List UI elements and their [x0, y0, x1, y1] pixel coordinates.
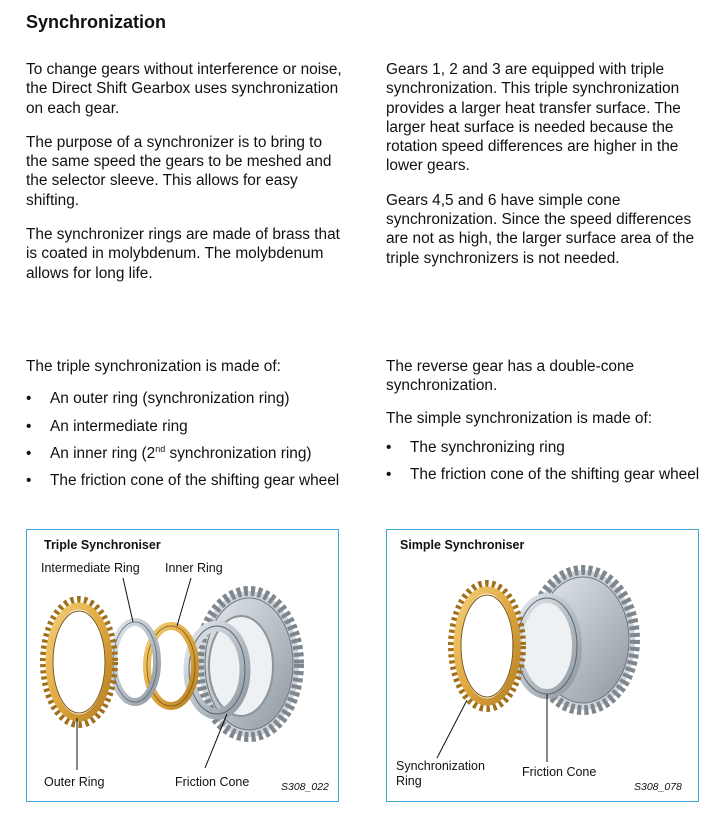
- list-item: • An outer ring (synchronization ring): [26, 389, 346, 408]
- figure-code: S308_022: [281, 781, 329, 793]
- triple-list-section: [26, 357, 346, 498]
- figure-title: Triple Synchroniser: [44, 538, 161, 552]
- outer-ring: [46, 602, 112, 722]
- simple-synchroniser-figure: [386, 529, 699, 802]
- paragraph: The reverse gear has a double-cone synchronization.: [386, 358, 635, 395]
- figure-title: Simple Synchroniser: [400, 538, 525, 552]
- list-item: • The friction cone of the shifting gear wheel: [26, 471, 346, 490]
- triple-components-list: [26, 389, 346, 490]
- synchronizing-ring: [454, 586, 520, 706]
- simple-components-list: [386, 438, 702, 485]
- label-intermediate-ring: Intermediate Ring: [41, 561, 140, 575]
- paragraph: Gears 1, 2 and 3 are equipped with triple synchronization. This triple synchronization provides a larger heat transfer surface. The larger heat surface is needed because the rotation speed differences are higher in the lower gears.: [386, 61, 681, 175]
- figure-code: S308_078: [634, 781, 682, 793]
- paragraph: Gears 4,5 and 6 have simple cone synchronization. Since the speed differences are not as high, the larger surface area of the triple synchronizers is not needed.: [386, 191, 695, 267]
- list-item: • The synchronizing ring: [386, 438, 702, 457]
- triple-synchroniser-figure: [26, 529, 339, 802]
- label-friction-cone: Friction Cone: [175, 775, 250, 789]
- list-intro: The triple synchronization is made of:: [26, 358, 281, 375]
- label-synchronization-ring: Synchronization Ring: [396, 759, 485, 788]
- intro-right: [386, 60, 702, 283]
- list-intro: The simple synchronization is made of:: [386, 409, 653, 427]
- page-title: Synchronization: [26, 12, 167, 32]
- paragraph: To change gears without interference or noise, the Direct Shift Gearbox uses synchronization on each gear.: [26, 61, 342, 117]
- intro-left: [26, 60, 346, 298]
- list-item: • The friction cone of the shifting gear wheel: [386, 465, 702, 484]
- label-inner-ring: Inner Ring: [165, 561, 223, 575]
- list-item: • An intermediate ring: [26, 417, 346, 436]
- label-outer-ring: Outer Ring: [44, 775, 105, 789]
- paragraph: The synchronizer rings are made of brass that is coated in molybdenum. The molybdenum allows for long life.: [26, 226, 340, 282]
- label-friction-cone: Friction Cone: [522, 765, 597, 779]
- simple-list-section: [386, 357, 702, 492]
- paragraph: The purpose of a synchronizer is to bring to the same speed the gears to be meshed and the selector sleeve. This allows for easy shifting.: [26, 133, 332, 209]
- list-item: • An inner ring (2nd synchronization ring): [26, 444, 346, 463]
